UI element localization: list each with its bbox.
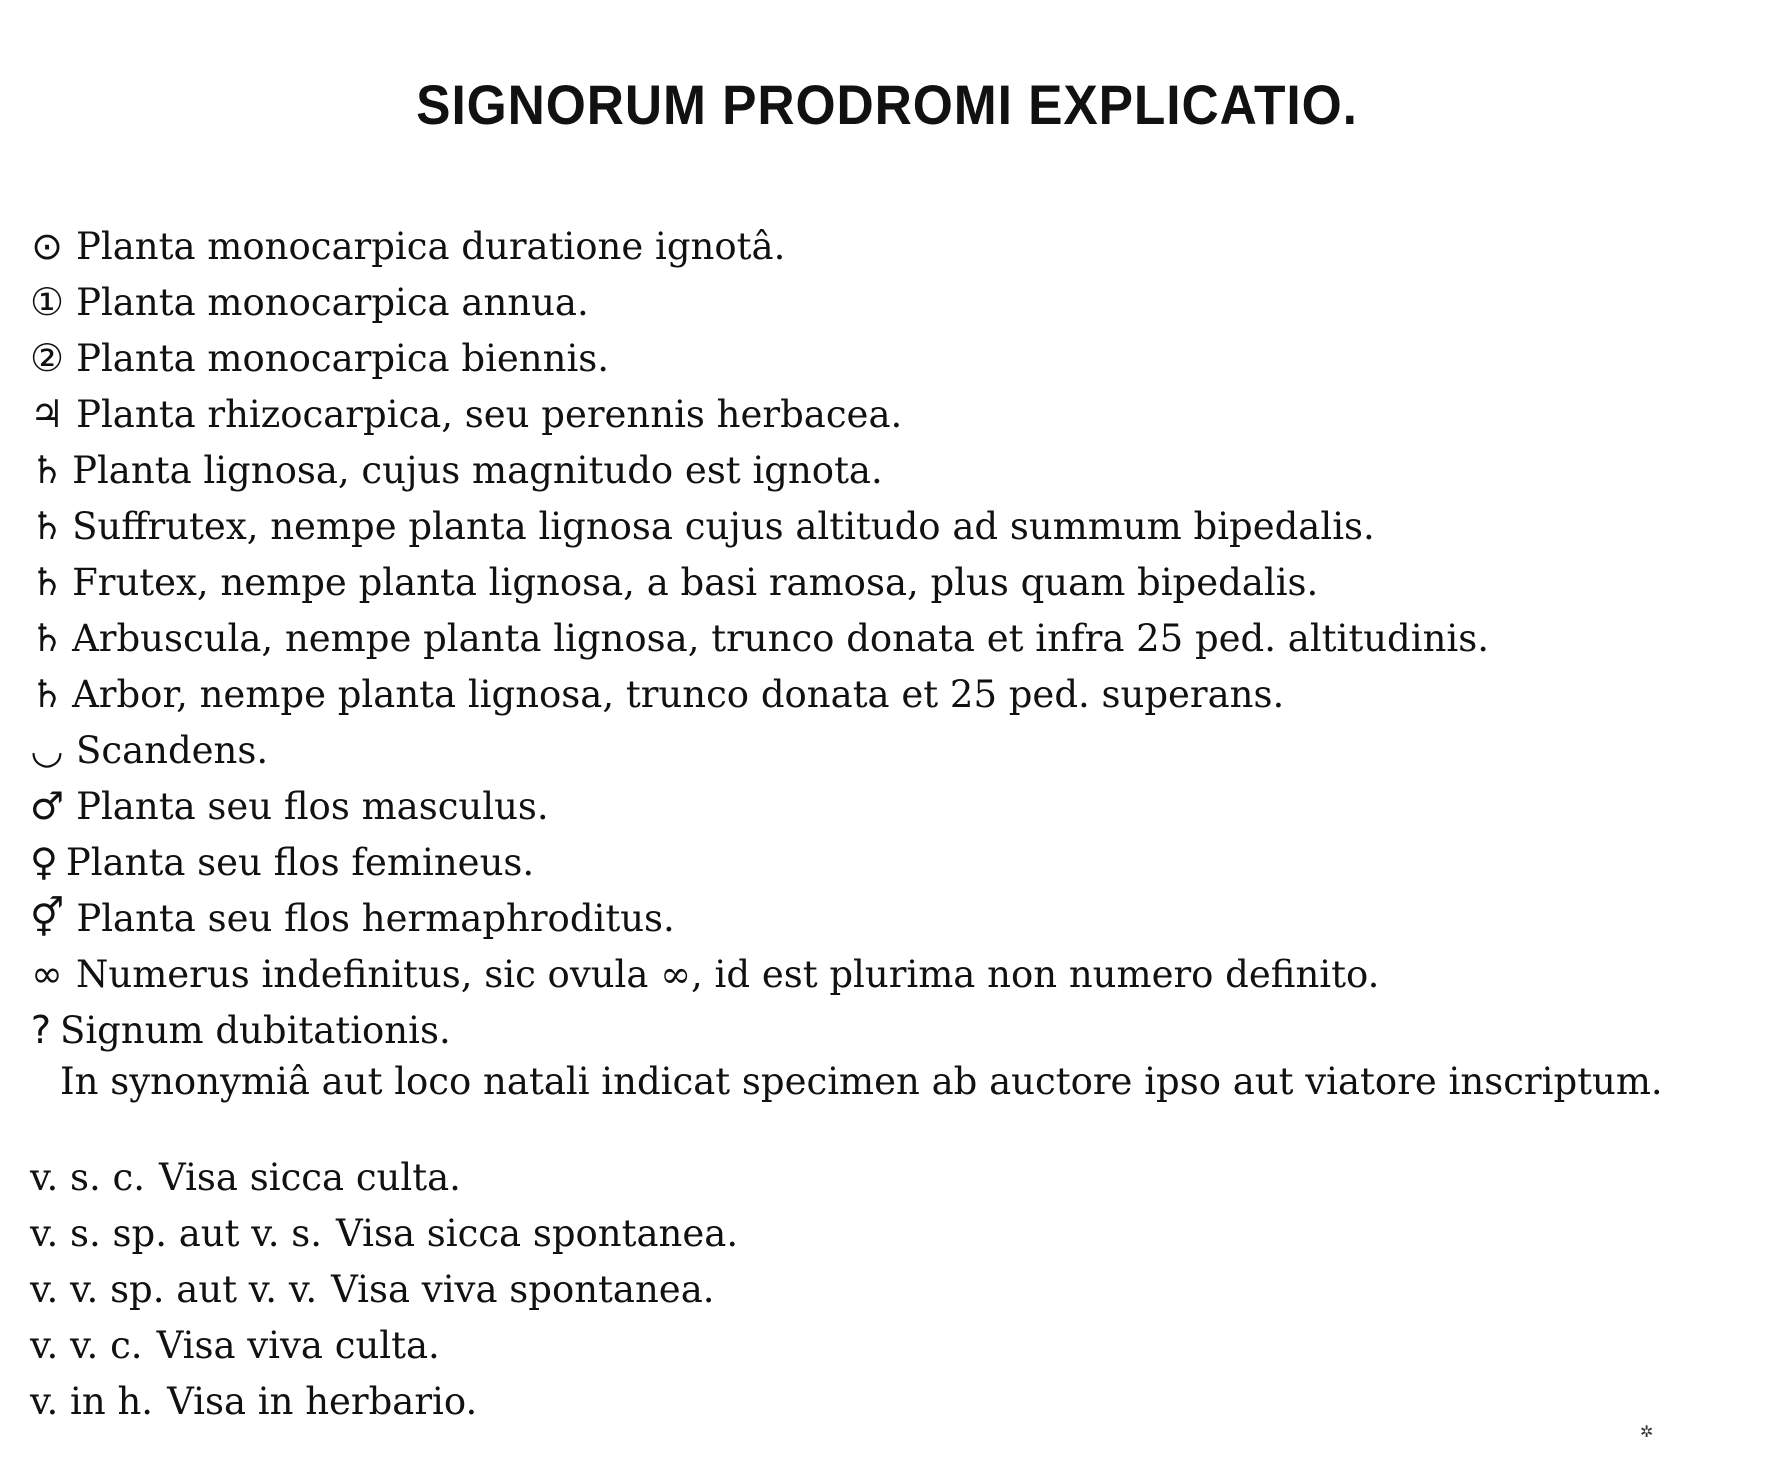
entry-text: Arbuscula, nempe planta lignosa, trunco donata et infra 25 ped. altitudinis. bbox=[72, 617, 1489, 660]
legend-entry bbox=[30, 330, 1740, 386]
entry-text: Planta monocarpica biennis. bbox=[76, 337, 610, 380]
jupiter-icon: ♃ bbox=[30, 392, 65, 436]
entry-abbreviation: v. v. c. bbox=[30, 1324, 143, 1367]
entry-text: Frutex, nempe planta lignosa, a basi ramosa, plus quam bipedalis. bbox=[72, 561, 1319, 604]
entry-text: Visa in herbario. bbox=[167, 1380, 478, 1423]
legend-entry bbox=[30, 274, 1740, 330]
legend-entry bbox=[30, 554, 1740, 610]
hermaphrodite-icon: ⚥ bbox=[30, 896, 65, 940]
saturn-frutex-icon: ♄ bbox=[30, 560, 65, 604]
legend-entry bbox=[30, 386, 1740, 442]
entry-text: Planta seu flos femineus. bbox=[65, 841, 535, 884]
entry-abbreviation: v. in h. bbox=[30, 1380, 154, 1423]
printer-mark-icon: ✲ bbox=[1640, 1422, 1654, 1441]
entry-text: Visa viva spontanea. bbox=[331, 1268, 715, 1311]
entry-text: Planta seu flos hermaphroditus. bbox=[76, 897, 675, 940]
entry-text: Visa viva culta. bbox=[156, 1324, 440, 1367]
legend-entry bbox=[30, 1150, 1740, 1206]
saturn-icon: ♄ bbox=[30, 448, 65, 492]
legend-entry bbox=[30, 1058, 1740, 1150]
entry-text: Arbor, nempe planta lignosa, trunco donata et 25 ped. superans. bbox=[72, 673, 1285, 716]
entry-text: Planta seu flos masculus. bbox=[76, 785, 549, 828]
saturn-suffrutex-icon: ♄ bbox=[30, 504, 65, 548]
saturn-arbor-icon: ♄ bbox=[30, 672, 65, 716]
legend-entry bbox=[30, 946, 1740, 1002]
page-title: SIGNORUM PRODROMI EXPLICATIO. bbox=[416, 73, 1358, 136]
male-icon: ♂ bbox=[30, 784, 65, 828]
exclamation-mark-icon bbox=[30, 1058, 52, 1104]
sun-circle-icon: ⊙ bbox=[31, 224, 63, 268]
legend-entry bbox=[30, 1002, 1740, 1058]
question-mark-icon: ? bbox=[30, 1008, 52, 1052]
legend-entry bbox=[30, 218, 1740, 274]
legend-entry bbox=[30, 722, 1740, 778]
legend-entry bbox=[30, 778, 1740, 834]
entry-text: Suffrutex, nempe planta lignosa cujus altitudo ad summum bipedalis. bbox=[72, 505, 1375, 548]
circled-two-icon: ② bbox=[30, 336, 65, 380]
climbing-arc-icon: ◡ bbox=[30, 728, 64, 772]
legend-entry bbox=[30, 1206, 1740, 1262]
entry-abbreviation: v. s. c. bbox=[30, 1156, 146, 1199]
entry-abbreviation: v. v. sp. aut v. v. bbox=[30, 1268, 318, 1311]
entry-text: Numerus indefinitus, sic ovula ∞, id est plurima non numero definito. bbox=[76, 953, 1380, 996]
entry-text: Signum dubitationis. bbox=[60, 1009, 451, 1052]
legend-entry bbox=[30, 1262, 1740, 1318]
entry-text: Visa sicca culta. bbox=[159, 1156, 461, 1199]
circled-one-icon: ① bbox=[30, 280, 65, 324]
legend-entry bbox=[30, 1374, 1740, 1430]
sign-legend-list bbox=[30, 218, 1740, 1430]
saturn-arbuscula-icon: ♄ bbox=[30, 616, 65, 660]
entry-text: Planta rhizocarpica, seu perennis herbacea. bbox=[76, 393, 903, 436]
legend-entry bbox=[30, 610, 1740, 666]
entry-text: Visa sicca spontanea. bbox=[336, 1212, 739, 1255]
female-icon: ♀ bbox=[30, 840, 58, 884]
legend-entry bbox=[30, 666, 1740, 722]
entry-text: In synonymiâ aut loco natali indicat specimen ab auctore ipso aut viatore inscriptum. bbox=[60, 1060, 1663, 1103]
entry-text: Planta monocarpica duratione ignotâ. bbox=[76, 225, 786, 268]
legend-entry bbox=[30, 890, 1740, 946]
legend-entry bbox=[30, 1318, 1740, 1374]
legend-entry bbox=[30, 498, 1740, 554]
entry-abbreviation: v. s. sp. aut v. s. bbox=[30, 1212, 323, 1255]
legend-entry bbox=[30, 834, 1740, 890]
infinity-icon: ∞ bbox=[31, 952, 63, 996]
entry-text: Planta monocarpica annua. bbox=[76, 281, 589, 324]
legend-entry bbox=[30, 442, 1740, 498]
entry-text: Scandens. bbox=[76, 729, 269, 772]
entry-text: Planta lignosa, cujus magnitudo est ignota. bbox=[72, 449, 883, 492]
